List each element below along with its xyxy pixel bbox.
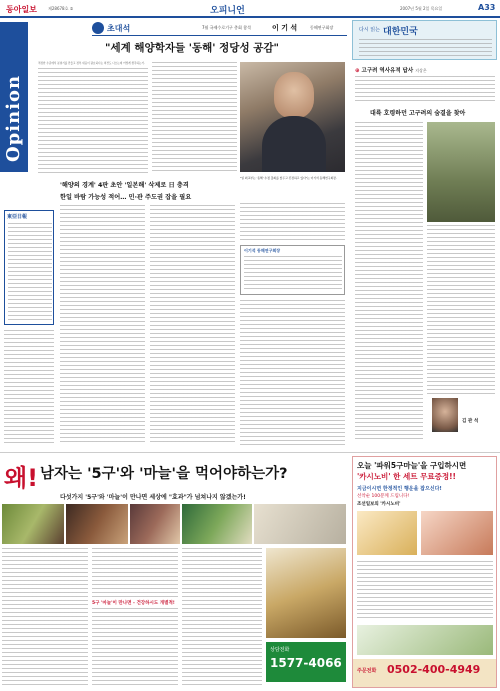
blurb-heading: 이기석 동해연구회장	[244, 248, 281, 253]
column-header	[92, 22, 347, 36]
series-banner	[352, 20, 497, 60]
staff-box-title: 東亞日報	[7, 214, 28, 220]
ad-product-box	[266, 548, 346, 638]
ad-image-5	[254, 504, 346, 544]
column-label-icon	[92, 22, 104, 34]
author-title: 동해연구회장	[310, 25, 334, 30]
feature-subtitle: 대륙 호령하던 고구려의 숨결을 찾아	[370, 110, 466, 117]
feature-title: ⊕ 고구려 역사유적 답사 지상은	[355, 68, 427, 74]
photo-face	[274, 72, 314, 118]
series-label: 대한민국	[383, 27, 418, 37]
body-text-col5	[240, 203, 345, 243]
ad-right-phone: 0502-400-4949	[387, 663, 481, 676]
author-thumb	[432, 398, 458, 432]
opinion-side-label: Opinion	[0, 22, 28, 172]
photo-suit	[262, 116, 326, 172]
ad-headline-pre: 왜!	[4, 464, 39, 492]
lead-paragraph: 적정한 수준에서 분위기를 만들고 정부 대응이 필요하다는 의견도 나오는데 어떻게 생각하는가.	[38, 62, 145, 65]
paper-name: 동아일보	[6, 4, 37, 14]
ad-text-col1	[2, 548, 88, 686]
ad-right-headline2: '카시노비' 한 세트 무료증정!!	[357, 472, 456, 481]
ad-section-title: 5구 '마늘'이 만나면 - 건강하시도 개별적!	[92, 601, 175, 606]
left-text-block	[4, 330, 54, 445]
ad-phone-label: 상담전화	[270, 647, 290, 653]
ad-image-4	[182, 504, 252, 544]
column-label: 초대석	[107, 24, 131, 33]
ad-image-3	[130, 504, 180, 544]
staff-box	[4, 210, 54, 325]
ad-right-promo1: 지금이시면 한정적인 행운을 잡으신다!	[357, 486, 442, 492]
ad-right-order-box[interactable]	[353, 659, 496, 687]
ad-left-header	[2, 456, 347, 490]
issue-number: 제28678호 ②	[48, 6, 74, 11]
ad-right-headline: 오늘 '파워5구마늘'을 구입하시면	[357, 461, 467, 470]
ad-right-image-3	[357, 625, 493, 655]
feature-photo	[427, 122, 495, 222]
staff-list	[8, 223, 52, 321]
ad-right-text	[357, 561, 493, 621]
ad-right-phone-label: 주문전화	[357, 668, 377, 674]
ad-image-1	[2, 504, 64, 544]
ad-phone-number: 1577-4066	[270, 656, 342, 670]
byline-pre: 7월 국제수로기구 총회 참석	[202, 25, 251, 30]
series-blurb	[359, 39, 492, 57]
main-headline: "세계 해양학자들 '동해' 정당성 공감"	[105, 42, 279, 54]
feature-title-icon: ⊕	[355, 68, 362, 74]
subhead-2: 한일 바람 가능성 적어… 민·관 주도권 잡을 필요	[60, 194, 192, 201]
ad-right-promo3: 조선일보의 '카시노비'	[357, 502, 401, 507]
ad-text-col2	[92, 548, 178, 598]
ad-text-col4	[182, 548, 262, 686]
ad-subheadline: 다섯가지 '5구'와 '마늘'이 만나면 세상에 "효과"가 넘쳐나지 않겠는가!	[60, 494, 246, 501]
ad-right-image-1	[357, 511, 417, 555]
ad-right	[352, 456, 497, 688]
series-sub: 다시 읽는	[359, 27, 380, 33]
subhead-1: '해양의 경계' 4판 초안 '일본해' 삭제로 日 충격	[60, 182, 189, 189]
ad-headline: 남자는 '5구'와 '마늘'을 먹어야하는가?	[40, 466, 288, 482]
feature-col2	[427, 225, 495, 395]
photo-caption: "일 외교부는 '동해' 수정 총회를 앞두고 긴장하고 있다"는 이기석 동해연구회장.	[240, 176, 337, 180]
feature-lead	[355, 76, 495, 102]
author-blurb-box	[240, 245, 345, 295]
body-text-col6	[240, 300, 345, 445]
blurb-text	[244, 256, 342, 292]
body-text-col4	[150, 205, 235, 445]
ad-text-col3	[92, 608, 178, 686]
feature-col1	[355, 122, 423, 442]
ad-phone-box[interactable]	[266, 642, 346, 682]
ad-right-promo2: 선착순 100분께 드립니다!	[357, 494, 410, 499]
body-text-col1	[38, 68, 148, 174]
body-text-col2	[152, 62, 237, 174]
author-caption: 김 관 석	[462, 419, 479, 424]
author-photo	[240, 62, 345, 172]
body-text-col3	[60, 205, 145, 445]
issue-date: 2007년 5월 2일 목요일	[400, 6, 443, 11]
ad-image-2	[66, 504, 128, 544]
section-title: 오피니언	[210, 6, 245, 16]
ad-right-image-2	[421, 511, 493, 555]
author-name: 이 기 석	[272, 24, 298, 32]
page-number: A33	[478, 3, 496, 12]
